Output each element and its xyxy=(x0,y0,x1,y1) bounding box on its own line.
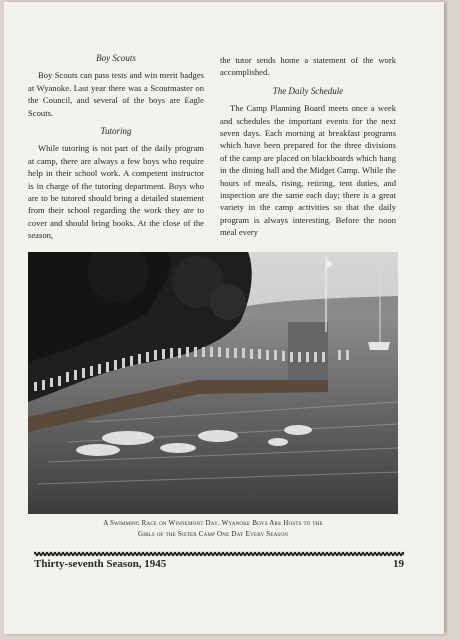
caption-line-1: A Swimming Race on Winnemont Day. Wyanoke Boys Are Hosts to the xyxy=(103,519,323,527)
season-label: Thirty-seventh Season, 1945 xyxy=(34,558,167,570)
document-page xyxy=(4,2,444,634)
daily-schedule-paragraph: The Camp Planning Board meets once a week and schedules the important events for the next seven days. Each morning at breakfast programs which have been prepared for the three divisions of the camp are placed on blackboards which hang in the dining hall and the Midget Camp. While the hours of meals, rising, retiring, tent duties, and inspection are the same each day; there is a great variety in the camp activities so that the daily program is always interesting. Before the noon meal every xyxy=(220,103,396,238)
caption-line-2: Girls of the Sister Camp One Day Every Season xyxy=(138,530,288,538)
right-column xyxy=(220,54,396,243)
tutoring-paragraph: While tutoring is not part of the daily program at camp, there are always a few boys who require help in their school work. A competent instructor is in charge of the tutoring department. Boys who are to be tutored should bring a detailed statement from their school regarding the work they are to cover and should bring books. At the close of the season, xyxy=(28,143,204,241)
continuation-paragraph: the tutor sends home a statement of the work accomplished. xyxy=(220,55,396,78)
page-footer xyxy=(34,558,404,574)
decorative-divider xyxy=(34,551,404,557)
boy-scouts-heading: Boy Scouts xyxy=(96,53,136,63)
tutoring-heading: Tutoring xyxy=(100,126,132,137)
daily-schedule-heading: The Daily Schedule xyxy=(272,85,344,96)
page-number: 19 xyxy=(393,558,404,570)
swimming-race-photo xyxy=(28,252,398,514)
boy-scouts-paragraph: Boy Scouts can pass tests and win merit badges at Wyanoke. Last year there was a Scoutmaster on the Council, and several of the boys are Eagle Scouts. xyxy=(28,70,204,118)
photo-caption xyxy=(28,518,398,540)
left-column xyxy=(28,46,204,246)
